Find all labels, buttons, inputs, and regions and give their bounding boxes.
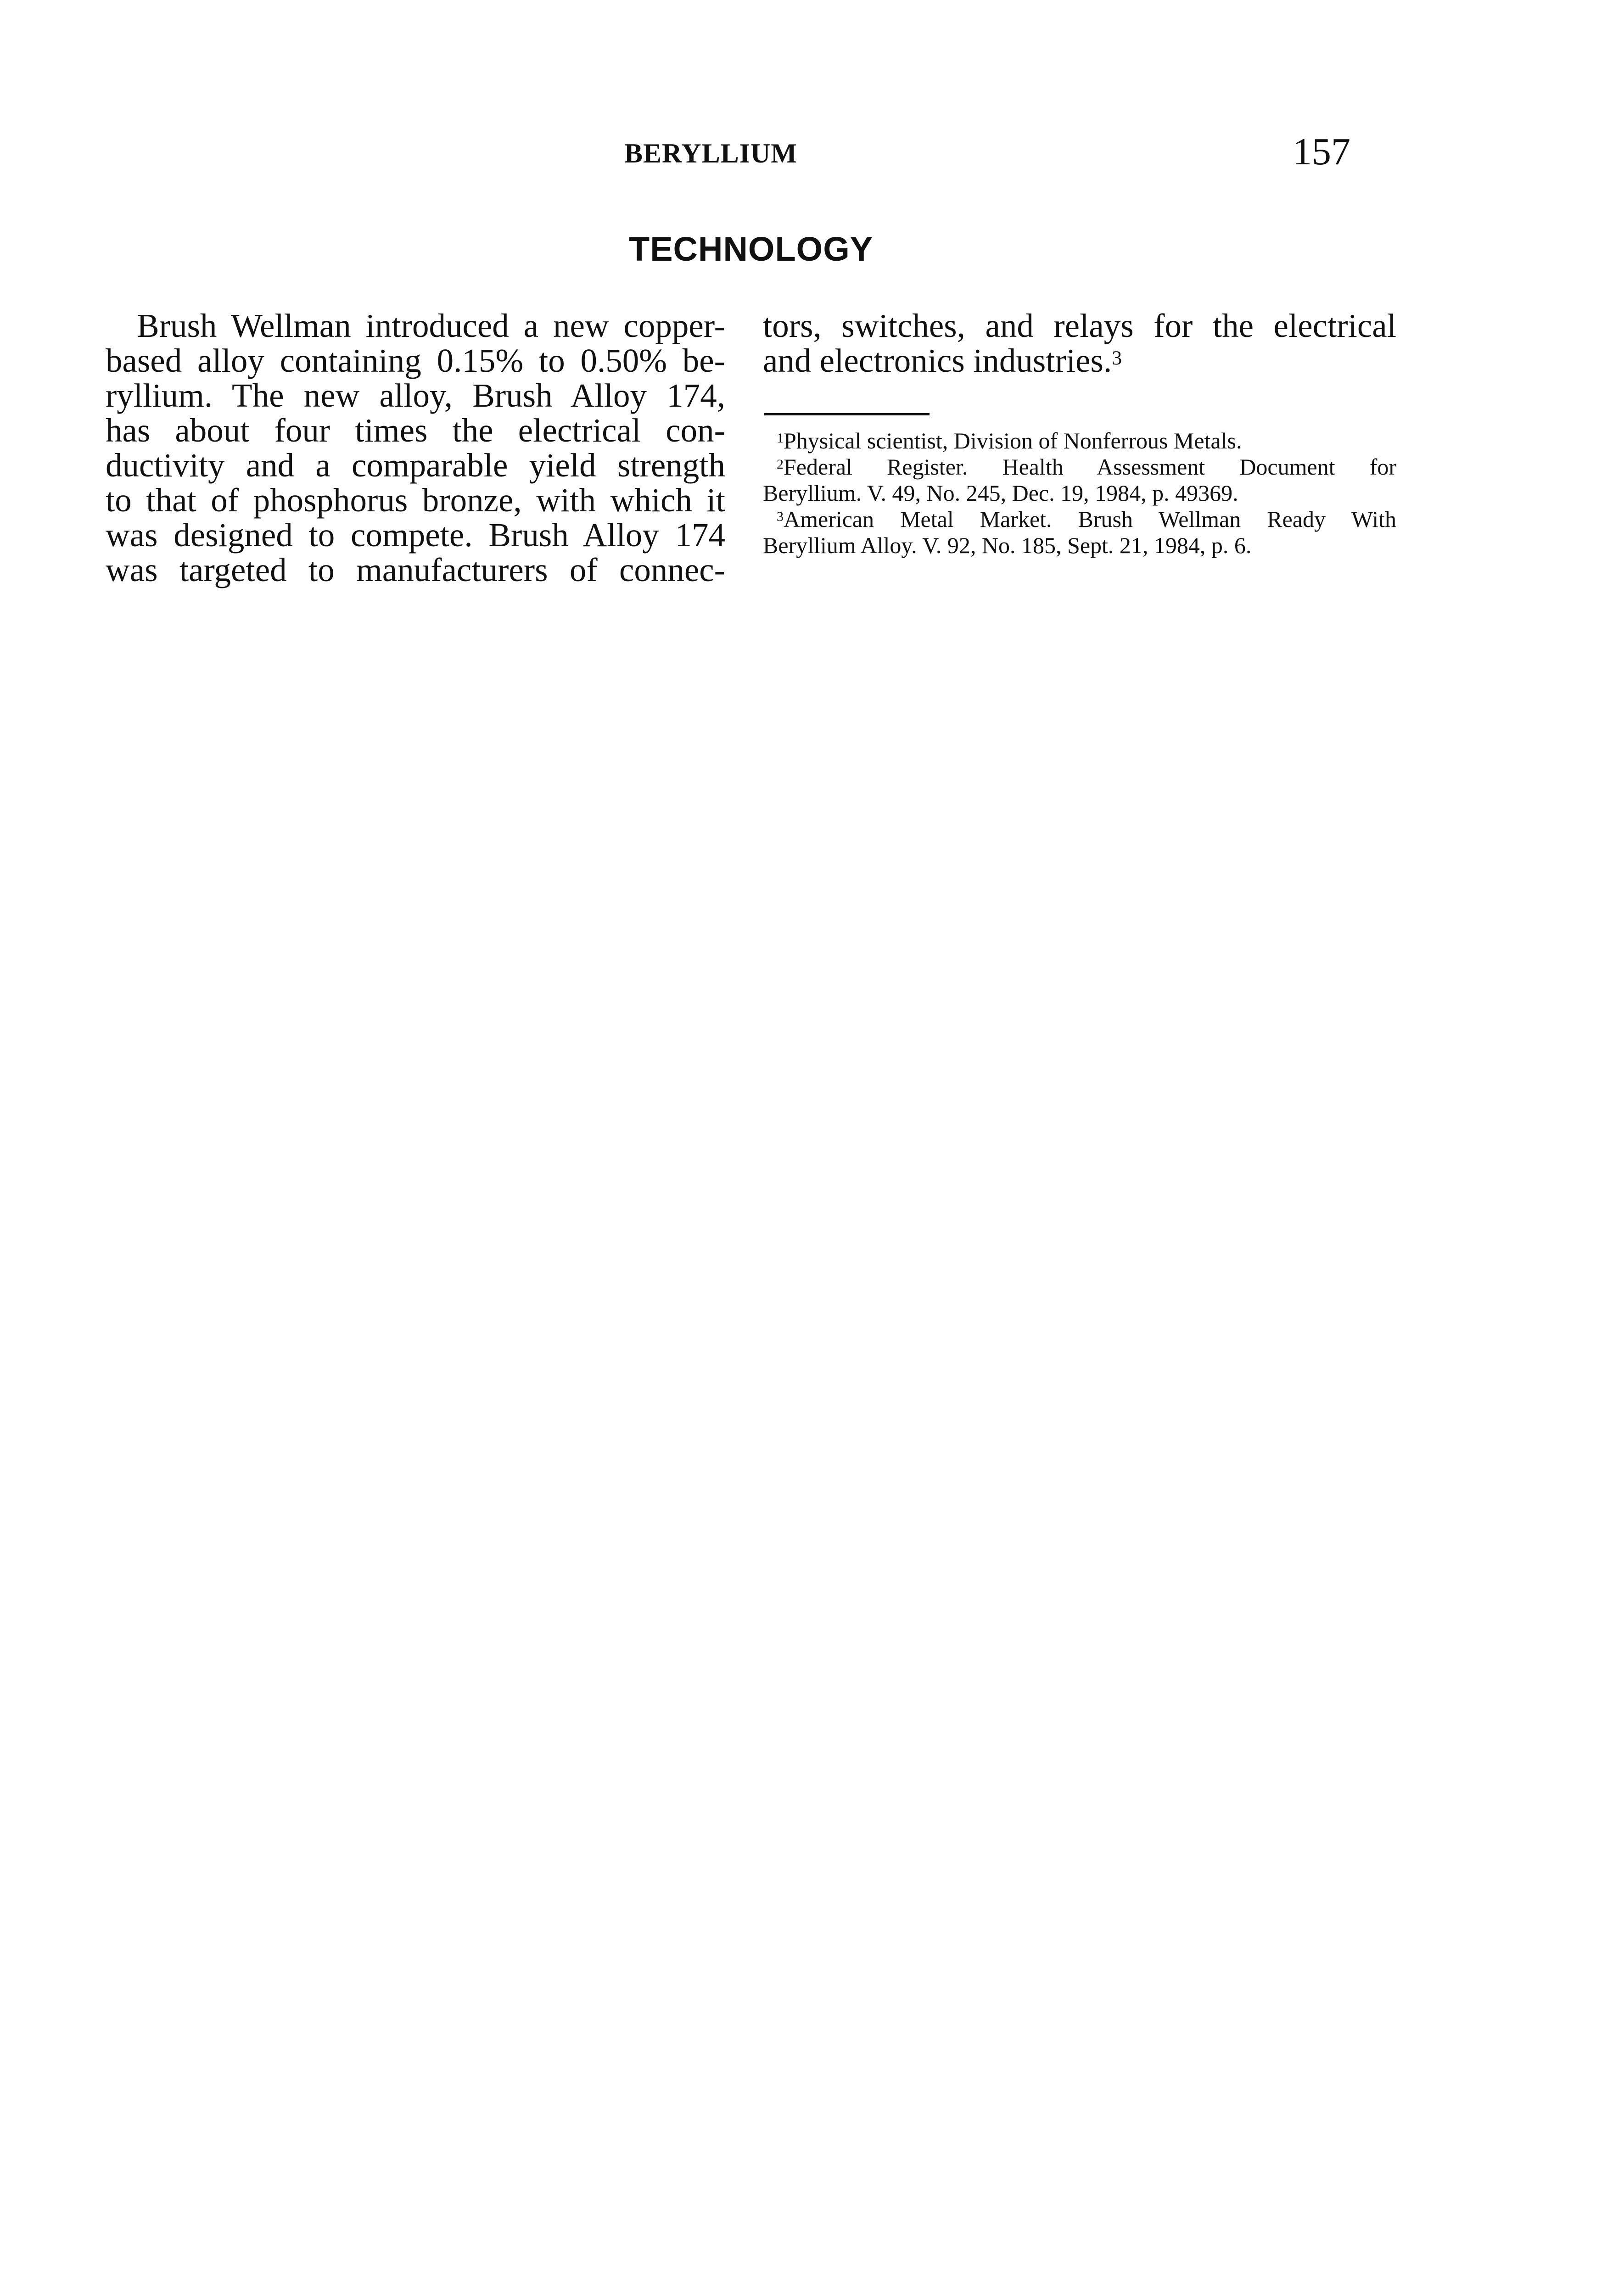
footnote-2-cont: Beryllium. V. 49, No. 245, Dec. 19, 1984, p. 49369. — [763, 480, 1238, 506]
footnotes — [763, 428, 1396, 559]
body-line: ductivity and a comparable yield strength — [106, 447, 725, 484]
running-head: BERYLLIUM — [624, 138, 797, 168]
body-line: tors, switches, and relays for the electrical — [763, 307, 1396, 344]
page-number: 157 — [1293, 130, 1350, 173]
footnote-3-cont: Beryllium Alloy. V. 92, No. 185, Sept. 21, 1984, p. 6. — [763, 532, 1252, 558]
body-left-column — [106, 308, 725, 588]
footnote-rule — [764, 413, 930, 415]
body-line: based alloy containing 0.15% to 0.50% be- — [106, 342, 725, 379]
body-line: was designed to compete. Brush Alloy 174 — [106, 516, 725, 554]
footnote-text: Physical scientist, Division of Nonferrous Metals. — [784, 428, 1242, 453]
body-line-text: and electronics industries. — [763, 342, 1112, 379]
footnote-mark: 1 — [777, 431, 784, 446]
body-line-last — [763, 343, 1396, 378]
footnote-3 — [763, 506, 1396, 532]
body-line: to that of phosphorus bronze, with which it — [106, 481, 725, 519]
footnote-mark: 3 — [777, 509, 784, 524]
footnote-mark: 2 — [777, 457, 784, 472]
footnote-reference: 3 — [1112, 347, 1122, 369]
section-title: TECHNOLOGY — [629, 230, 874, 268]
footnote-1 — [763, 428, 1396, 454]
body-line: Brush Wellman introduced a new copper- — [137, 307, 725, 344]
body-line: ryllium. The new alloy, Brush Alloy 174, — [106, 377, 725, 414]
footnote-text: American Metal Market. Brush Wellman Ready With — [784, 506, 1396, 532]
body-line: was targeted to manufacturers of connec- — [106, 551, 725, 588]
footnote-2 — [763, 454, 1396, 480]
body-right-column — [763, 308, 1396, 378]
body-line: has about four times the electrical con- — [106, 412, 725, 449]
footnote-text: Federal Register. Health Assessment Document for — [784, 454, 1396, 480]
